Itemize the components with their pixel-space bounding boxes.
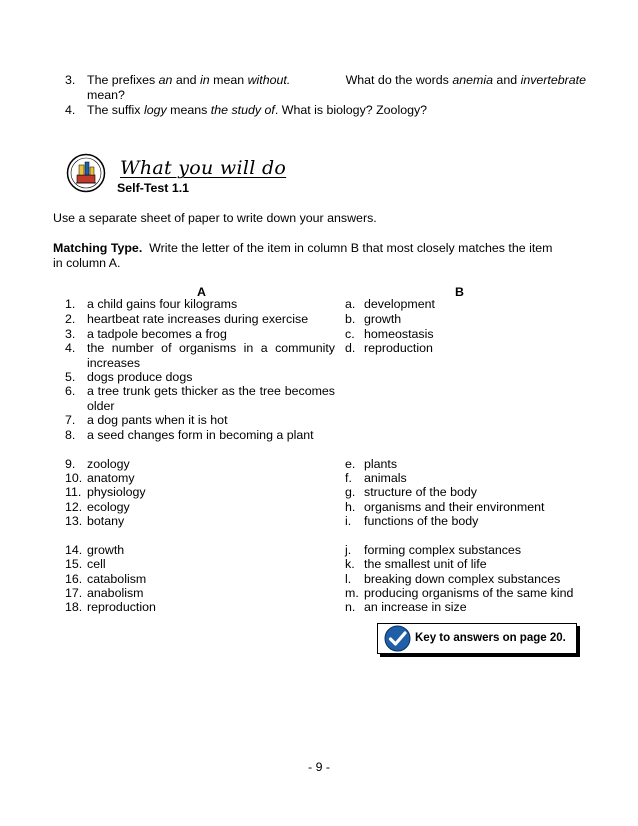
self-test-label: Self-Test 1.1 <box>117 181 190 195</box>
q3-number: 3. <box>65 73 76 87</box>
q3-question-text: What do the words anemia and invertebrate <box>345 73 586 87</box>
q3-line2: mean? <box>87 88 125 102</box>
page-number: - 9 - <box>308 760 331 774</box>
q4-number: 4. <box>65 103 76 117</box>
answer-key-box <box>377 623 577 654</box>
matching-text-1: Write the letter of the item in column B that most closely matches the item <box>149 241 553 255</box>
column-b-header: B <box>455 285 464 299</box>
instruction-text: Use a separate sheet of paper to write down your answers. <box>53 211 377 225</box>
section-title: What you will do <box>120 157 287 179</box>
column-a-header: A <box>197 285 206 299</box>
q3-line1 <box>87 73 586 88</box>
matching-text-2: in column A. <box>53 256 121 270</box>
self-test-badge-icon <box>66 153 106 193</box>
q3-prefix-text: The prefixes an and in mean without. <box>87 73 291 87</box>
matching-label: Matching Type. <box>53 241 143 255</box>
checkmark-icon <box>384 625 411 652</box>
answer-key-text: Key to answers on page 20. <box>415 632 566 644</box>
q4-text: The suffix logy means the study of. What is biology? Zoology? <box>87 103 428 117</box>
